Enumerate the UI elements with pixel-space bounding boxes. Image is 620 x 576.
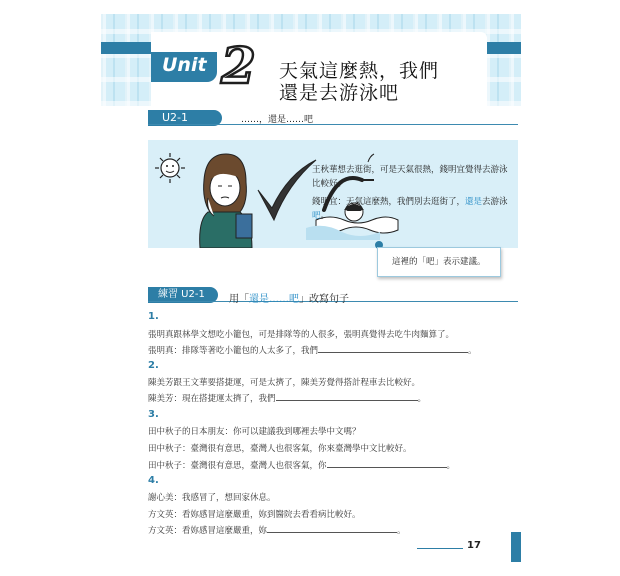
dialogue-suffix: 。 — [320, 211, 330, 221]
speech-text-dialogue — [312, 195, 510, 223]
textbook-page — [101, 14, 521, 562]
sun-icon — [155, 153, 185, 183]
question-prompt — [148, 392, 426, 404]
question-line: 謝心美：我感冒了，想回家休息。 — [148, 493, 276, 503]
question-line: 田中秋子的日本朋友：你可以建議我到哪裡去學中文嗎？ — [148, 427, 361, 437]
page-number: 17 — [467, 540, 481, 551]
question-line: 田中秋子：臺灣很有意思，臺灣人也很客氣，你 — [148, 461, 327, 471]
answer-blank[interactable] — [267, 524, 397, 533]
speech-text-narration: 王秋華想去逛街，可是天氣很熱，錢明宜覺得去游泳比較好。 — [312, 165, 508, 189]
instruction-pattern: 還是……吧 — [249, 294, 299, 305]
answer-blank[interactable] — [327, 459, 447, 468]
question-prompt — [148, 459, 455, 471]
question-line: 方文英：看妳感冒這麼嚴重，妳到醫院去看看病比較好。 — [148, 510, 361, 520]
lesson-title-line-1: 天氣這麼熱，我們 — [279, 60, 440, 82]
checkmark-icon — [258, 160, 316, 220]
answer-blank[interactable] — [276, 392, 418, 401]
woman-illustration — [200, 154, 252, 248]
question-number: 3. — [148, 409, 159, 420]
dialogue-highlight-ba: 吧 — [312, 211, 321, 221]
grammar-pattern: ……，還是……吧 — [241, 115, 314, 125]
blank-end: 。 — [397, 526, 406, 536]
question-line: 方文英：看妳感冒這麼嚴重，妳 — [148, 526, 268, 536]
question-prompt — [148, 524, 406, 536]
question-number: 1. — [148, 311, 159, 322]
exercise-instruction — [229, 290, 349, 305]
answer-blank[interactable] — [318, 344, 468, 353]
question-line: 張明真：排隊等著吃小籠包的人太多了，我們 — [148, 346, 319, 356]
exercise-tag: 練習 U2-1 — [148, 287, 218, 303]
blank-end: 。 — [417, 394, 427, 404]
question-line: 陳美芳：現在搭捷運太擠了，我們 — [148, 394, 276, 404]
dialogue-middle: 去游泳 — [482, 197, 508, 207]
corner-tab — [511, 532, 521, 562]
question-prompt — [148, 344, 477, 356]
lesson-title-line-2: 還是去游泳吧 — [279, 82, 400, 104]
question-line: 張明真跟林學文想吃小籠包，可是排隊等的人很多，張明真覺得去吃牛肉麵算了。 — [148, 330, 455, 340]
question-line: 陳美芳跟王文華要搭捷運，可是太擠了，陳美芳覺得搭計程車去比較好。 — [148, 378, 421, 388]
blank-end: 。 — [446, 461, 456, 471]
section-divider — [148, 124, 518, 125]
unit-number: 2 — [221, 36, 256, 95]
instruction-suffix: 」改寫句子 — [299, 294, 349, 305]
dialogue-highlight-haishi: 還是 — [465, 197, 483, 207]
question-number: 2. — [148, 360, 159, 371]
blank-end: 。 — [468, 346, 477, 356]
instruction-prefix: 用「 — [229, 294, 249, 305]
question-number: 4. — [148, 475, 159, 486]
dialogue-prefix: 錢明宜：天氣這麼熱，我們別去逛街了， — [312, 197, 466, 207]
grammar-note-card: 這裡的「吧」表示建議。 — [377, 247, 501, 277]
unit-label: Unit — [162, 54, 207, 76]
section-tag: U2-1 — [148, 110, 222, 126]
question-line: 田中秋子：臺灣很有意思，臺灣人也很客氣，你來臺灣學中文比較好。 — [148, 444, 412, 454]
illustration — [148, 140, 518, 248]
footer-rule — [417, 548, 463, 549]
illustration-panel — [148, 140, 518, 248]
